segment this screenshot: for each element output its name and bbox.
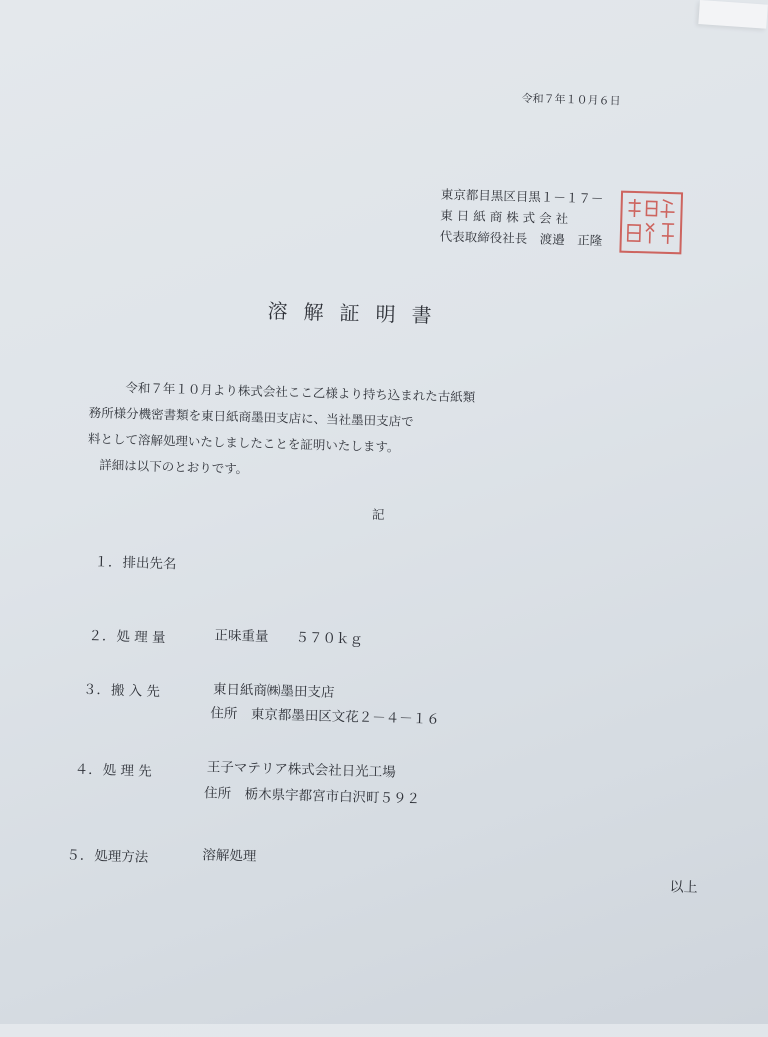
item-label: 処 理 量 <box>116 628 166 647</box>
body-text <box>87 374 630 493</box>
body-line: 料として溶解処理いたしましたことを証明いたします。 <box>87 430 400 455</box>
body-line: 務所様分機密書類を東日紙商墨田支店に、当社墨田支店で <box>88 404 414 429</box>
item-label: 排出先名 <box>122 554 177 573</box>
issuer-block <box>439 184 603 252</box>
item-label: 処理方法 <box>94 848 149 866</box>
body-line: 令和７年１０月より株式会社ここ乙様より持ち込まれた古紙類 <box>125 379 476 405</box>
closing-ijou: 以上 <box>669 879 698 897</box>
issuer-address: 東京都目黒区目黒１－１７－ <box>440 186 604 207</box>
item-number: ２． <box>88 627 116 645</box>
item-number: ３． <box>82 681 111 699</box>
body-line: 詳細は以下のとおりです。 <box>99 457 249 477</box>
item-value: 王子マテリア株式会社日光工場 <box>206 759 396 781</box>
item-value: 住所 東京都墨田区文花２－４－１６ <box>210 705 440 728</box>
item-number: ４． <box>74 761 102 779</box>
item-value: 溶解処理 <box>202 847 257 865</box>
issuer-company: 東 日 紙 商 株 式 会 社 <box>440 207 569 227</box>
item-label: 処 理 先 <box>102 762 153 780</box>
item-value: 正味重量 ５７０ｋｇ <box>214 627 364 648</box>
item-value: 東日紙商㈱墨田支店 <box>212 681 335 701</box>
document-title: 溶解証明書 <box>267 298 448 328</box>
company-seal-stamp <box>619 191 683 255</box>
item-number: ５． <box>66 847 94 865</box>
item-label: 搬 入 先 <box>110 682 161 700</box>
ki-heading: 記 <box>371 506 385 523</box>
item-value: 住所 栃木県宇都宮市白沢町５９２ <box>203 785 421 808</box>
issue-date: 令和７年１０月６日 <box>521 91 621 108</box>
issuer-representative: 代表取締役社長 渡邉 正隆 <box>439 228 603 249</box>
item-number: １． <box>94 554 122 571</box>
